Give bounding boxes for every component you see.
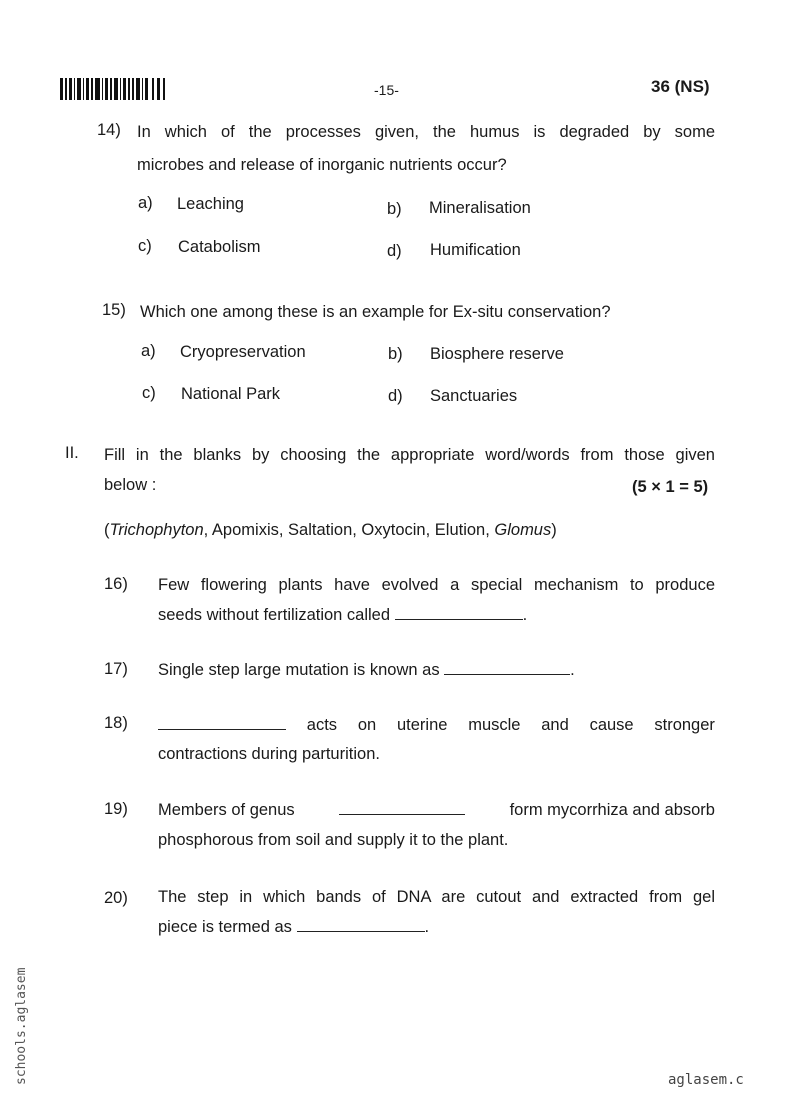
q16-number: 16): [104, 575, 128, 593]
q17-line1: [158, 655, 575, 686]
q15-option-d-text: Sanctuaries: [430, 387, 518, 405]
q20-answer-blank: [297, 917, 425, 932]
q15-option-a-label: a): [141, 342, 156, 360]
section-instruction-line2: below :: [104, 476, 157, 494]
word-bank-middle: , Apomixis, Saltation, Oxytocin, Elution,: [203, 521, 495, 539]
q14-text-line2: microbes and release of inorganic nutrients occur?: [137, 156, 507, 174]
word-bank: [104, 515, 557, 546]
watermark-left: schools.aglasem: [14, 967, 29, 1085]
q19-line1-b: form mycorrhiza and absorb: [509, 801, 715, 819]
q16-line2: [158, 600, 527, 631]
word-bank-glomus: Glomus: [494, 521, 552, 539]
q20-line2-text: piece is termed as: [158, 918, 292, 936]
watermark-right: aglasem.c: [668, 1072, 744, 1088]
q18-word-5: and: [541, 716, 569, 734]
q14-option-a-text: Leaching: [177, 195, 244, 213]
q14-option-d-text: Humification: [430, 241, 521, 259]
q20-line1: The step in which bands of DNA are cutout and extracted from gel: [158, 888, 715, 906]
q15-option-d-label: d): [388, 387, 403, 405]
q19-line1-a: Members of genus: [158, 801, 295, 819]
q14-option-a-label: a): [138, 194, 153, 212]
q14-option-b-text: Mineralisation: [429, 199, 531, 217]
q19-answer-blank: [339, 800, 465, 815]
q14-option-d-label: d): [387, 242, 402, 260]
q14-option-c-label: c): [138, 237, 152, 255]
q16-line1: Few flowering plants have evolved a special mechanism to produce: [158, 576, 715, 594]
q18-line1: [158, 710, 715, 741]
q20-line2: [158, 912, 429, 943]
q15-option-a-text: Cryopreservation: [180, 343, 306, 361]
q16-line2-text: seeds without fertilization called: [158, 606, 391, 624]
q18-line2: contractions during parturition.: [158, 745, 380, 763]
q15-option-c-text: National Park: [181, 385, 281, 403]
q17-end: .: [570, 661, 575, 679]
q17-line1-text: Single step large mutation is known as: [158, 661, 440, 679]
q18-word-4: muscle: [468, 716, 521, 734]
barcode: [60, 78, 168, 100]
q14-option-c-text: Catabolism: [178, 238, 261, 256]
q18-answer-blank: [158, 715, 286, 730]
q15-option-b-text: Biosphere reserve: [430, 345, 564, 363]
q15-number: 15): [102, 301, 126, 319]
q19-line2: phosphorous from soil and supply it to the plant.: [158, 831, 509, 849]
q19-line1: [158, 795, 715, 826]
q15-option-b-label: b): [388, 345, 403, 363]
q17-number: 17): [104, 660, 128, 678]
section-marks: (5 × 1 = 5): [632, 478, 709, 496]
word-bank-close: ): [551, 521, 557, 539]
q15-text: Which one among these is an example for Ex-situ conservation?: [140, 303, 611, 321]
paper-code: 36 (NS): [651, 77, 710, 96]
q17-answer-blank: [444, 660, 570, 675]
q20-number: 20): [104, 889, 128, 907]
q18-word-2: on: [357, 716, 377, 734]
q14-option-b-label: b): [387, 200, 402, 218]
q19-number: 19): [104, 800, 128, 818]
page-number: -15-: [374, 82, 399, 98]
word-bank-trichophyton: Trichophyton: [109, 521, 204, 539]
q14-number: 14): [97, 121, 121, 139]
q20-end: .: [424, 918, 430, 936]
section-number: II.: [65, 444, 79, 462]
q18-word-7: stronger: [654, 716, 715, 734]
q18-word-6: cause: [589, 716, 634, 734]
q15-option-c-label: c): [142, 384, 156, 402]
q14-text-line1: In which of the processes given, the humus is degraded by some: [137, 123, 715, 141]
q18-number: 18): [104, 714, 128, 732]
q16-answer-blank: [395, 605, 523, 620]
section-instruction-line1: Fill in the blanks by choosing the appropriate word/words from those given: [104, 446, 715, 464]
q16-end: .: [522, 606, 528, 624]
q18-word-3: uterine: [396, 716, 448, 734]
q18-word-1: acts: [306, 716, 338, 734]
word-bank-open: (: [104, 521, 110, 539]
